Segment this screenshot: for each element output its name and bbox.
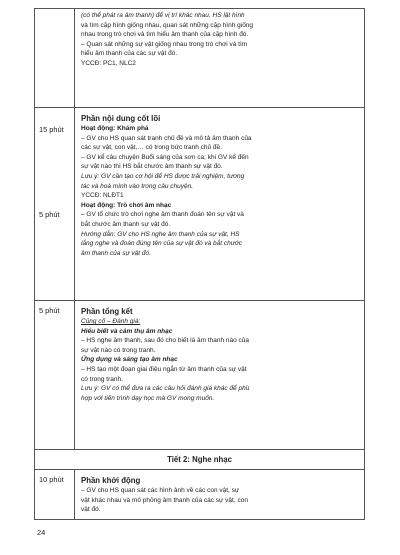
section-header: Tiết 2: Nghe nhạc	[35, 450, 365, 470]
table-row	[35, 301, 365, 450]
section-title: Phần khởi động	[81, 476, 141, 485]
text-line: – GV kể câu chuyện Buổi sáng của sơn ca; khi GV kể đến	[81, 153, 249, 161]
activity-heading: Hoạt động: Khám phá	[81, 125, 149, 132]
text-line: hiểu âm thanh của các sự vật đó.	[81, 50, 178, 58]
guide-line: lắng nghe và đoán đúng tên của sự vật đó và bắt chước	[81, 240, 243, 248]
text-line: (có thể phát ra âm thanh) để vị trí khác nhau. HS lật hình	[81, 12, 245, 19]
time-cell	[35, 9, 75, 108]
yccd-text: YCCĐ: NLĐT1	[81, 192, 124, 200]
note-line: Lưu ý: GV cần tạo cơ hội để HS được trải nghiệm, tương	[81, 172, 245, 180]
text-line: nhau trong trò chơi và tìm hiểu âm thanh của cặp hình đó.	[81, 31, 249, 39]
lesson-plan-table	[34, 8, 365, 520]
guide-line: âm thanh của sự vật đó.	[81, 249, 151, 257]
note-line: tác và hoà mình vào trong câu chuyện.	[81, 182, 194, 190]
note-line: hợp với tiến trình dạy học mà GV mong muốn.	[81, 394, 215, 402]
table-row	[35, 470, 365, 520]
text-line: – GV cho HS quan sát tranh chủ đề và mô tả âm thanh của	[81, 134, 252, 142]
page-number: 24	[37, 528, 46, 537]
text-line: sự vật nào có trong tranh.	[81, 346, 156, 354]
activity-heading: Ứng dụng và sáng tạo âm nhạc	[81, 356, 178, 364]
text-line: và tìm cặp hình giống nhau, quan sát những cặp hình giống	[81, 21, 254, 29]
text-line: – HS tạo một đoạn giai điệu ngắn từ âm thanh của sự vật	[81, 365, 247, 373]
text-line: có trong tranh.	[81, 375, 123, 383]
activity-heading: Hiểu biết và cảm thụ âm nhạc	[81, 327, 173, 335]
note-line: Lưu ý: GV có thể đưa ra các câu hỏi đánh giá khác để phù	[81, 385, 250, 393]
text-line: – GV tổ chức trò chơi nghe âm thanh đoán tên sự vật và	[81, 211, 244, 219]
yccd-text: YCCĐ: PC1, NLC2	[81, 59, 136, 67]
content-cell	[75, 470, 365, 520]
text-line: các sự vật, con vật,… có trong bức tranh chủ đề.	[81, 144, 222, 152]
content-cell	[75, 301, 365, 450]
time-cell	[35, 301, 75, 450]
time-label: 10 phút	[39, 475, 64, 484]
content-cell	[75, 9, 365, 108]
section-title: Phần tổng kết	[81, 307, 133, 316]
section-title: Phần nội dung cốt lõi	[81, 114, 161, 123]
table-row	[35, 9, 365, 108]
text-line: vật khác nhau và mô phỏng âm thanh của các sự vật, con	[81, 496, 248, 504]
time-cell	[35, 470, 75, 520]
table-row	[35, 108, 365, 301]
content-cell	[75, 108, 365, 301]
time-label: 5 phút	[39, 210, 60, 219]
text-line: – GV cho HS quan sát các hình ảnh về các con vật, sự	[81, 487, 240, 494]
subheading: Củng cố – Đánh giá:	[81, 318, 141, 325]
time-label: 15 phút	[39, 125, 64, 134]
text-line: sự vật nào thì HS bắt chước âm thanh sự vật đó.	[81, 163, 223, 171]
text-line: vật đó.	[81, 506, 101, 514]
text-line: – Quan sát những sự vật giống nhau trong trò chơi và tìm	[81, 40, 248, 48]
guide-line: Hướng dẫn: GV cho HS nghe âm thanh của sự vật, HS	[81, 230, 240, 238]
table-row	[35, 450, 365, 470]
time-label: 5 phút	[39, 306, 60, 315]
text-line: – HS nghe âm thanh, sau đó cho biết là âm thanh nào của	[81, 337, 250, 345]
time-cell	[35, 108, 75, 301]
text-line: bắt chước âm thanh sự vật đó.	[81, 220, 171, 228]
activity-heading: Hoạt động: Trò chơi âm nhạc	[81, 201, 172, 209]
